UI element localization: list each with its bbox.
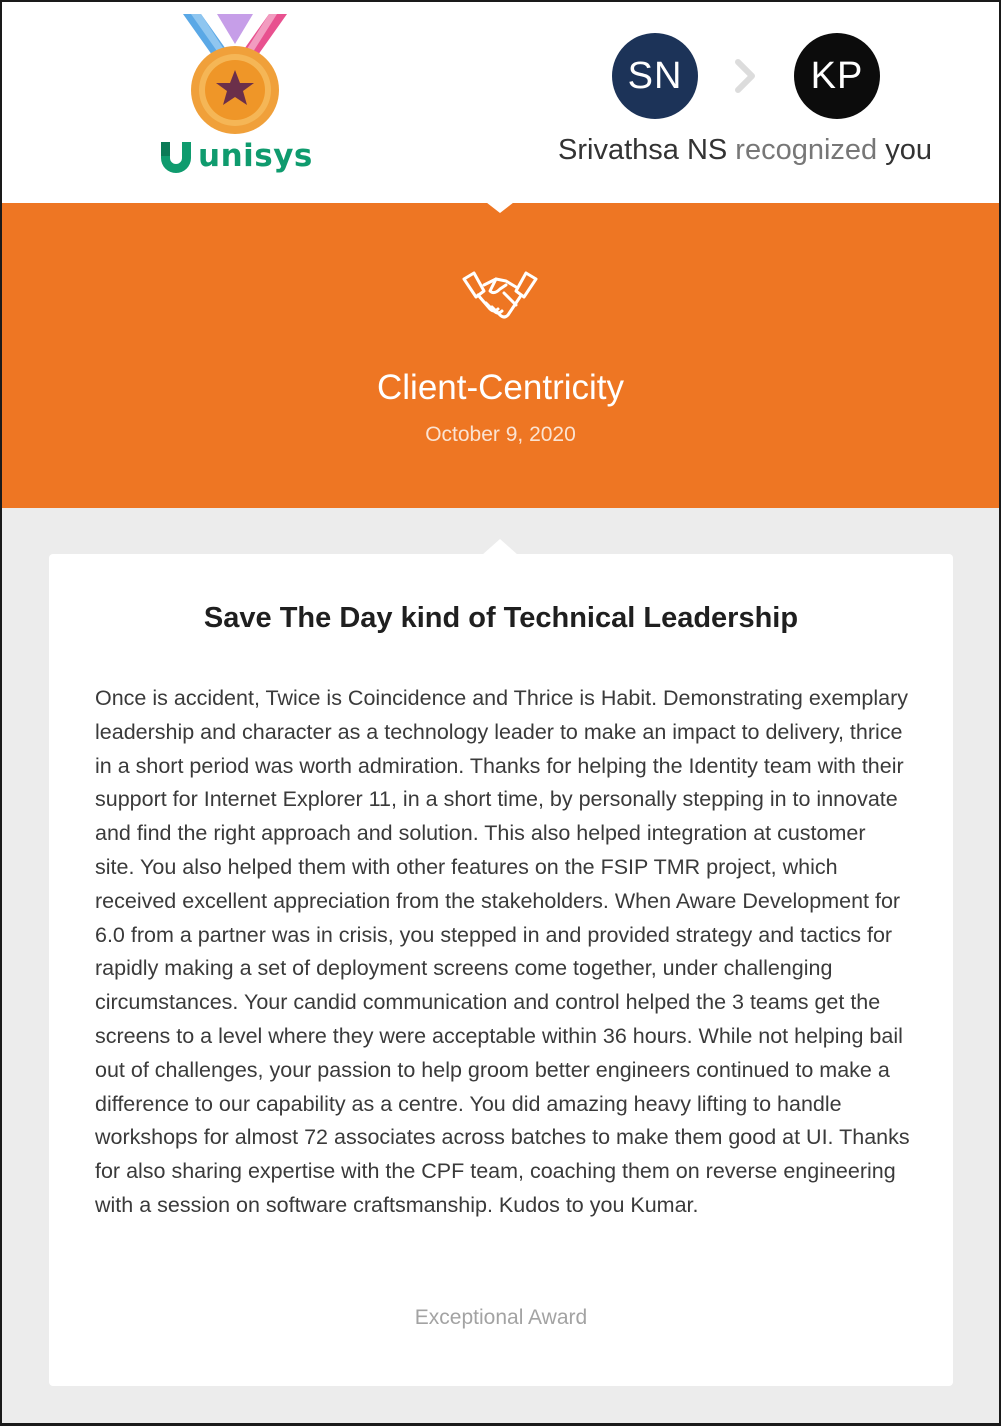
brand-lockup (158, 138, 313, 174)
value-banner (2, 203, 999, 508)
sender-name[interactable]: Srivathsa NS (558, 134, 728, 166)
medal-star-icon (177, 10, 293, 138)
card-pointer (482, 539, 518, 555)
brand-name: unisys (198, 138, 313, 174)
recognition-summary (558, 134, 932, 167)
core-value-title: Client-Centricity (377, 368, 624, 407)
receiver-avatar[interactable]: KP (794, 33, 880, 119)
handshake-icon (460, 265, 540, 325)
chevron-right-icon (730, 56, 760, 96)
recognition-date: October 9, 2020 (425, 423, 576, 446)
recognition-verb: recognized (735, 134, 878, 166)
sender-avatar[interactable]: SN (612, 33, 698, 119)
unisys-u-mark-icon (158, 138, 194, 174)
receiver-label: you (885, 134, 932, 166)
recognition-card (49, 554, 953, 1386)
card-title: Save The Day kind of Technical Leadership (203, 602, 799, 634)
header-pointer (482, 199, 518, 213)
company-logo (152, 10, 322, 180)
award-type-label: Exceptional Award (414, 1306, 588, 1329)
recognition-header (2, 2, 999, 203)
recognition-message: Once is accident, Twice is Coincidence and Thrice is Habit. Demonstrating exemplary leadership and character as a technology leader to make an impact to delivery, thrice in a short period was worth admiration. Thanks for helping the Identity team with their support for Internet Explorer 11, in a short time, by personally stepping in to innovate and find the right approach and solution. This also helped integration at customer site. You also helped them with other features on the FSIP TMR project, which received excellent appreciation from the stakeholders. When Aware Development for 6.0 from a partner was in crisis, you stepped in and provided strategy and tactics for rapidly making a set of deployment screens come together, under challenging circumstances. Your candid communication and control helped the 3 teams get the screens to a level where they were acceptable within 36 hours. While not helping bail out of challenges, your passion to help groom better engineers continued to make a difference to our capability as a centre. You did amazing heavy lifting to handle workshops for almost 72 associates across batches to make them good at UI. Thanks for also sharing expertise with the CPF team, coaching them on reverse engineering with a session on software craftsmanship. Kudos to you Kumar. (95, 686, 910, 1217)
recognition-page (2, 2, 999, 1423)
